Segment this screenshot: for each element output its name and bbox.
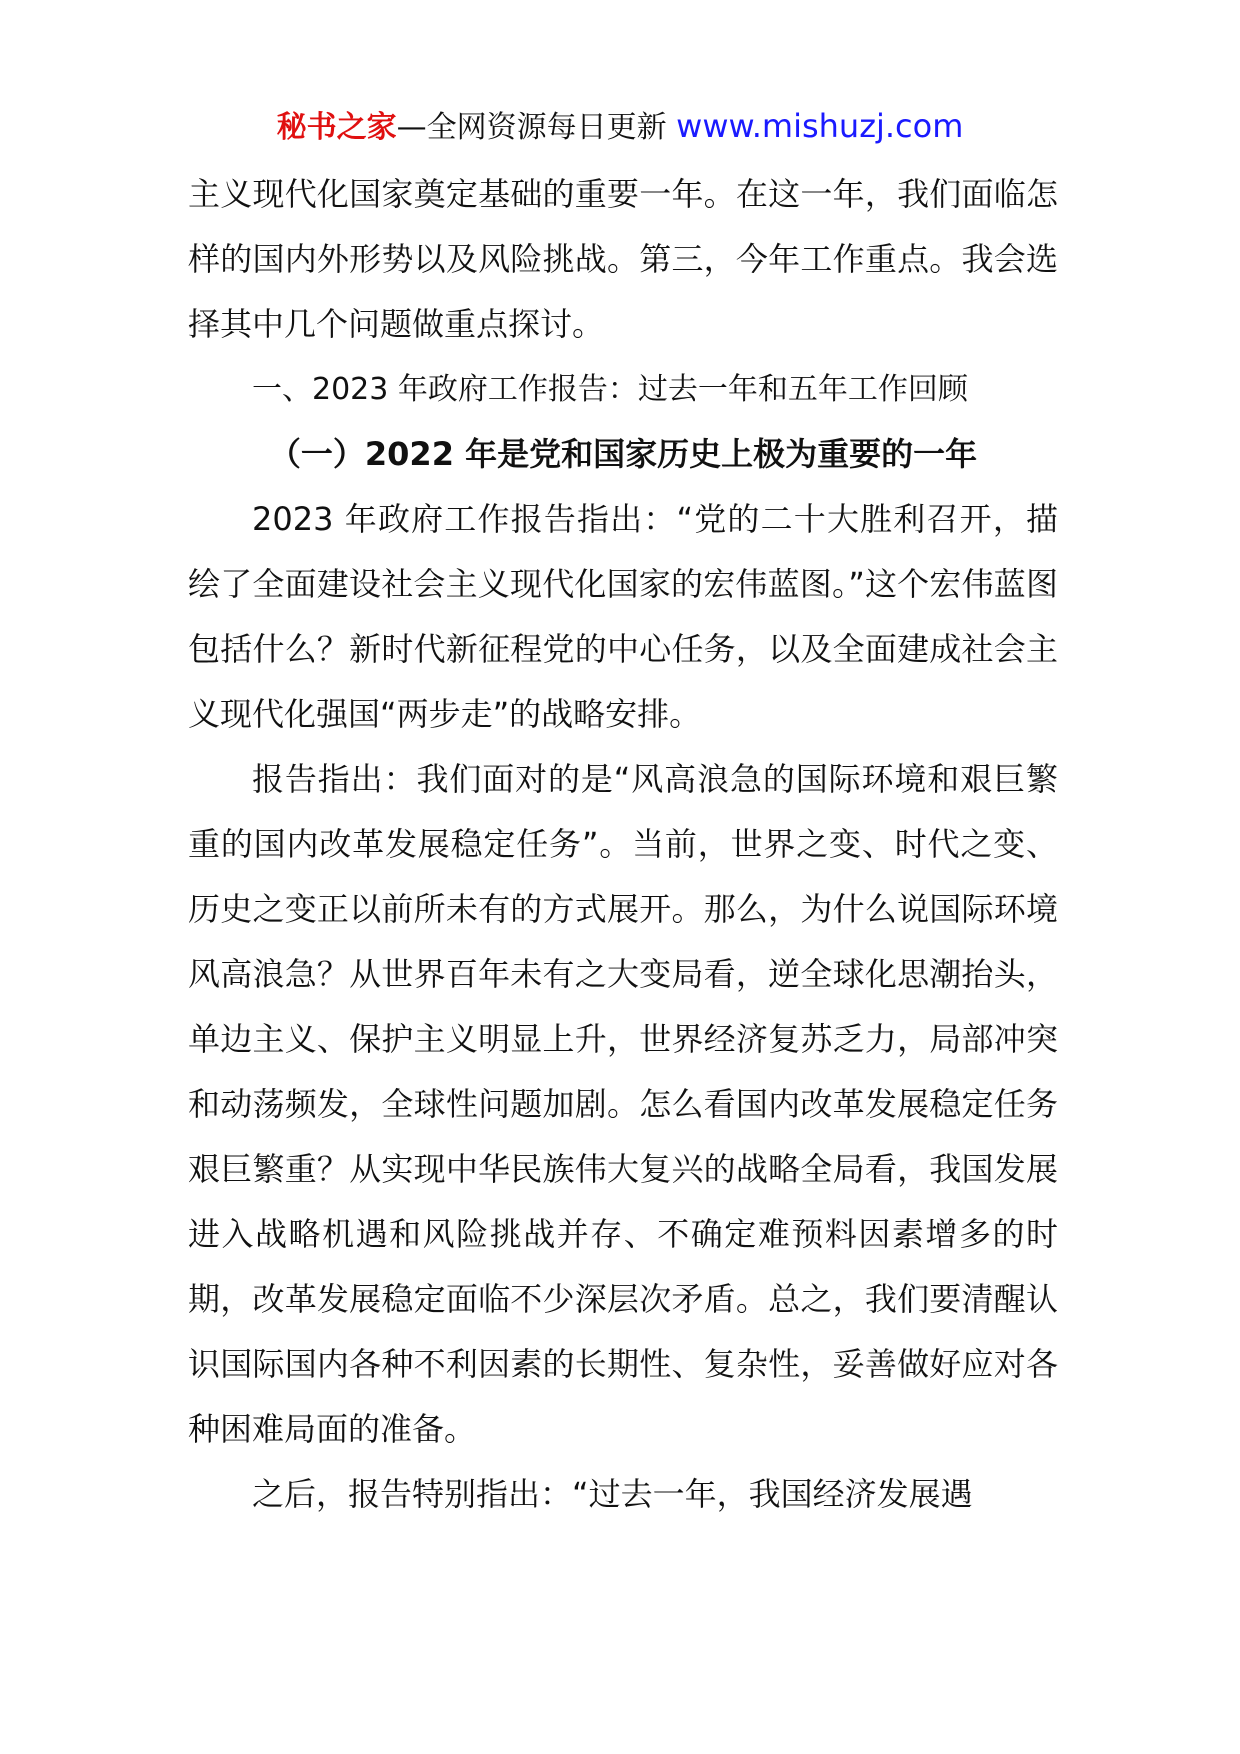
paragraph: 2023 年政府工作报告指出：“党的二十大胜利召开，描绘了全面建设社会主义现代化国家的宏伟蓝图。”这个宏伟蓝图包括什么？新时代新征程党的中心任务，以及全面建成社会主义现代化强国“两步走”的战略安排。 xyxy=(188,500,1058,733)
page-header xyxy=(0,104,1240,150)
paragraph-continuation: 主义现代化国家奠定基础的重要一年。在这一年，我们面临怎样的国内外形势以及风险挑战。第三，今年工作重点。我会选择其中几个问题做重点探讨。 xyxy=(188,175,1058,343)
subsection-heading: （一）2022 年是党和国家历史上极为重要的一年 xyxy=(268,435,978,473)
header-site-link[interactable]: www.mishuzj.com xyxy=(676,107,964,145)
paragraph: 报告指出：我们面对的是“风高浪急的国际环境和艰巨繁重的国内改革发展稳定任务”。当前，世界之变、时代之变、历史之变正以前所未有的方式展开。那么，为什么说国际环境风高浪急？从世界百年未有之大变局看，逆全球化思潮抬头，单边主义、保护主义明显上升，世界经济复苏乏力，局部冲突和动荡频发，全球性问题加剧。怎么看国内改革发展稳定任务艰巨繁重？从实现中华民族伟大复兴的战略全局看，我国发展进入战略机遇和风险挑战并存、不确定难预料因素增多的时期，改革发展稳定面临不少深层次矛盾。总之，我们要清醒认识国际国内各种不利因素的长期性、复杂性，妥善做好应对各种困难局面的准备。 xyxy=(188,760,1058,1448)
section-heading: 一、2023 年政府工作报告：过去一年和五年工作回顾 xyxy=(252,372,968,407)
paragraph: 之后，报告特别指出：“过去一年，我国经济发展遇 xyxy=(252,1475,973,1513)
document-body xyxy=(188,162,1058,1527)
header-tagline: —全网资源每日更新 xyxy=(396,110,667,145)
header-brand: 秘书之家 xyxy=(276,110,397,145)
